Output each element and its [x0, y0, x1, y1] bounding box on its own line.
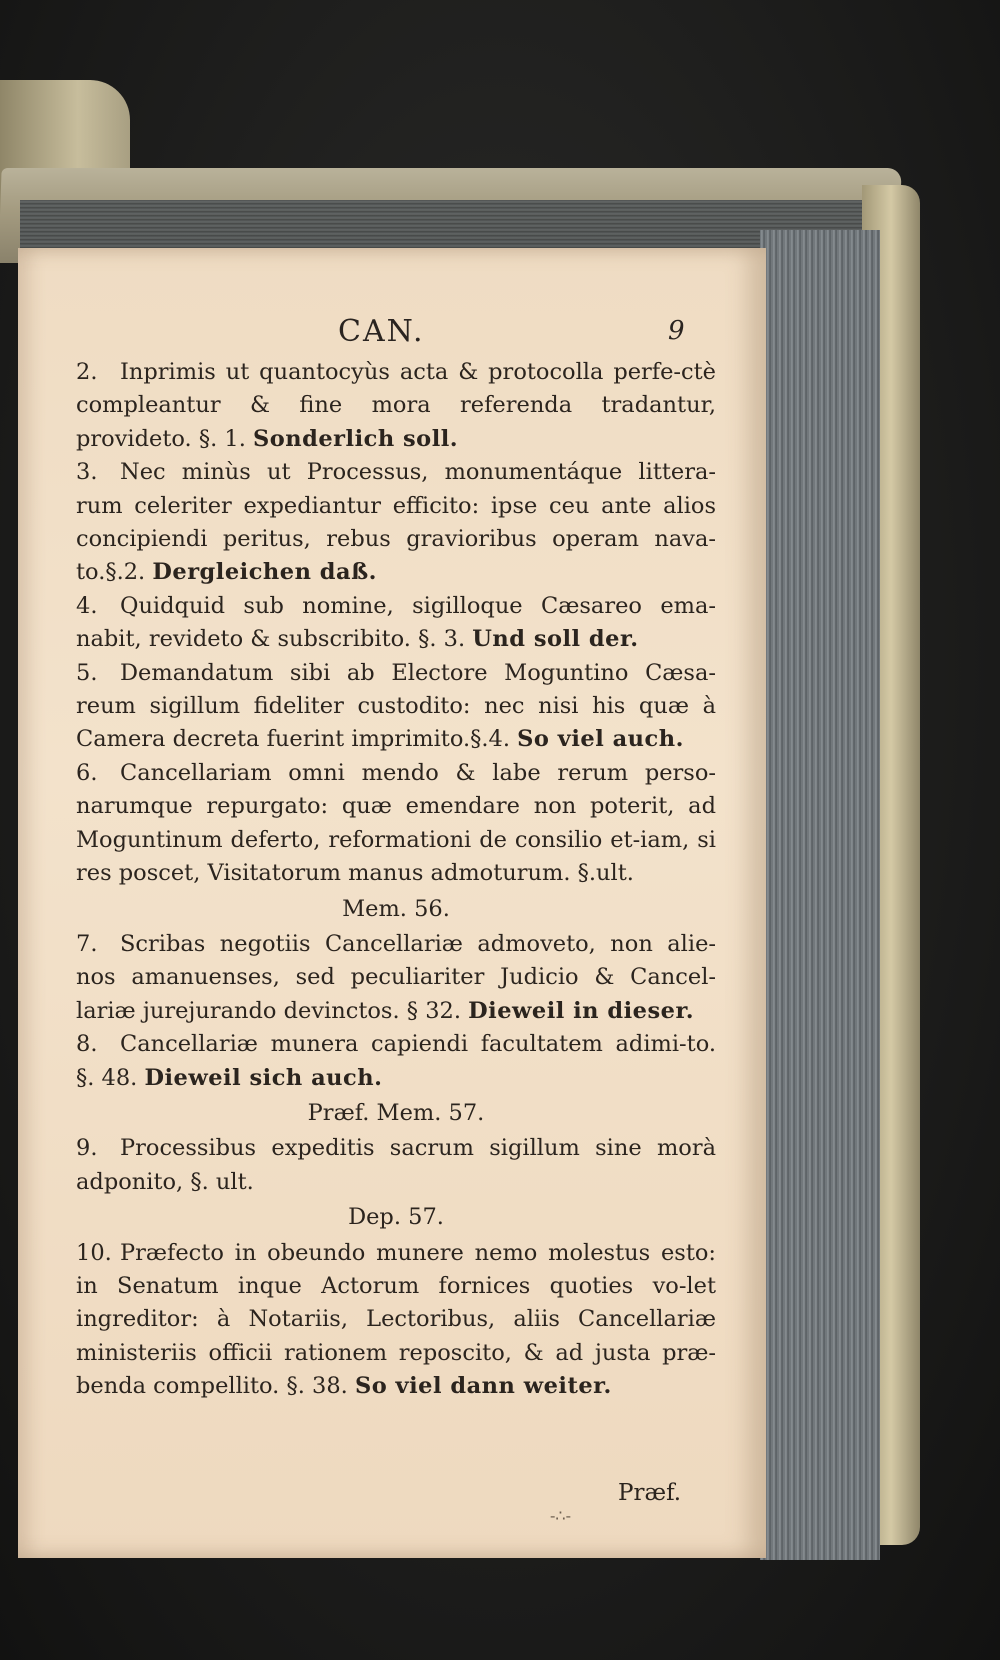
paragraph-number: 7. [76, 930, 98, 957]
paragraph-text: Processibus expeditis sacrum sigillum sine morà adponito, §. ult. [76, 1135, 716, 1195]
paragraph-6 [76, 757, 716, 891]
paragraph-2 [76, 356, 716, 456]
running-head: CAN. [338, 314, 425, 349]
paragraph-number: 3. [76, 459, 98, 486]
paragraph-number: 5. [76, 659, 98, 686]
paragraph-text: Cancellariæ munera capiendi facultatem adimi-to. §. 48. [76, 1031, 716, 1091]
paragraph-7 [76, 928, 716, 1028]
print-smudge: -∴- [550, 1506, 571, 1525]
paragraph-4 [76, 590, 716, 657]
paragraph-text: Quidquid sub nomine, sigilloque Cæsareo ema-nabit, revideto & subscribito. §. 3. [76, 592, 716, 653]
paragraph-10 [76, 1237, 716, 1404]
german-reference: Und soll der. [472, 626, 639, 653]
paragraph-5 [76, 657, 716, 757]
paragraph-text: Nec minùs ut Processus, monumentáque littera-rum celeriter expediantur efficito: ipse ceu ante alios concipiendi peritus, rebus gravioribus operam nava-to.§.2. [76, 459, 716, 586]
paragraph-text: Cancellariam omni mendo & labe rerum perso-narumque repurgato: quæ emendare non poterit, ad Moguntinum deferto, reformationi de consilio et-iam, si res poscet, Visitatorum manus admoturum. §.ult. [76, 759, 716, 887]
page-body [76, 356, 716, 1404]
book-page [18, 248, 766, 1558]
german-reference: Dergleichen daß. [152, 559, 378, 586]
german-reference: Dieweil sich auch. [144, 1064, 383, 1091]
german-reference: Dieweil in dieser. [468, 997, 695, 1024]
paragraph-text: Scribas negotiis Cancellariæ admoveto, non alie-nos amanuenses, sed peculiariter Judicio & Cancel-lariæ jurejurando devinctos. § 32. [76, 930, 716, 1024]
paragraph-number: 10. [76, 1239, 112, 1266]
paragraph-number: 4. [76, 592, 98, 619]
paragraph-text: Inprimis ut quantocyùs acta & protocolla perfe-ctè compleantur & fine mora referenda tradantur, provideto. §. 1. [76, 359, 716, 452]
german-reference: So viel auch. [517, 726, 684, 753]
page-number: 9 [668, 316, 685, 346]
paragraph-3 [76, 456, 716, 590]
paragraph-9 [76, 1132, 716, 1199]
page-block-right-edge [760, 230, 880, 1560]
german-reference: Sonderlich soll. [253, 425, 459, 452]
paragraph-number: 9. [76, 1135, 98, 1162]
paragraph-8 [76, 1028, 716, 1095]
section-heading-praef-mem-57: Præf. Mem. 57. [307, 1099, 485, 1126]
section-heading-dep-57: Dep. 57. [348, 1204, 444, 1231]
paragraph-text: Præfecto in obeundo munere nemo molestus esto: in Senatum inque Actorum fornices quoties vo-let ingreditor: à Notariis, Lectoribus, aliis Cancellariæ ministeriis officii rationem reposcito, & ad justa præ-benda compellito. §. 38. [76, 1239, 716, 1400]
paragraph-number: 6. [76, 759, 98, 786]
paragraph-text: Demandatum sibi ab Electore Moguntino Cæsa-reum sigillum fideliter custodito: nec nisi his quæ à Camera decreta fuerint imprimito.§.4. [76, 659, 716, 753]
paragraph-number: 2. [76, 359, 98, 385]
german-reference: So viel dann weiter. [354, 1373, 612, 1400]
section-heading-mem-56: Mem. 56. [342, 895, 450, 922]
catchword: Præf. [618, 1480, 682, 1506]
paragraph-number: 8. [76, 1031, 98, 1058]
page-header [18, 314, 766, 354]
